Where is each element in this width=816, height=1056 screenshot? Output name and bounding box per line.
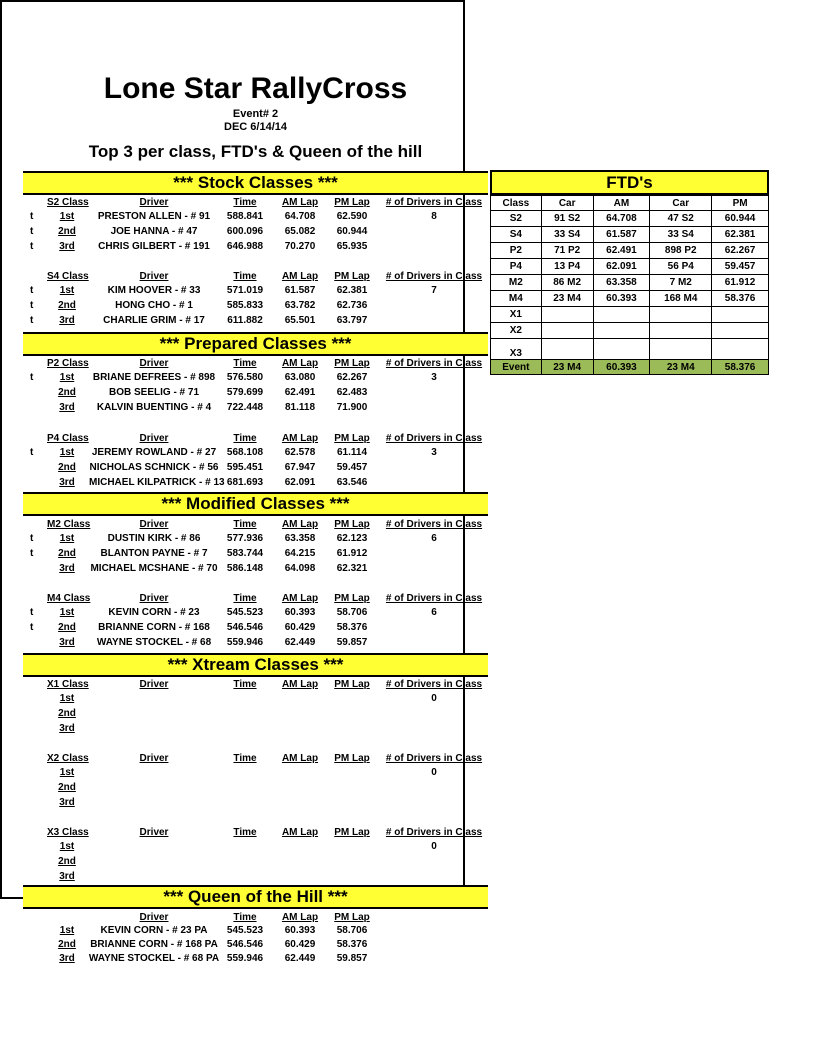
am-lap: 63.782 [284, 300, 316, 311]
ftd-cell [541, 339, 593, 360]
driver-count: 0 [431, 693, 437, 704]
ftd-cell: 71 P2 [541, 243, 593, 259]
page-title: Lone Star RallyCross [103, 72, 408, 105]
driver-count-header: # of Drivers in Class [385, 827, 483, 838]
total-time: 571.019 [226, 285, 264, 296]
class-name: X3 Class [47, 827, 89, 838]
tie-marker: t [30, 211, 34, 222]
place-label: 3rd [59, 563, 75, 574]
ftd-cell: 56 P4 [650, 259, 712, 275]
am-lap: 60.429 [284, 622, 316, 633]
total-time: 545.523 [226, 925, 264, 936]
place-label: 1st [59, 607, 75, 618]
driver-count: 6 [431, 607, 437, 618]
page-subtitle: Top 3 per class, FTD's & Queen of the hill [88, 142, 423, 161]
place-label: 2nd [58, 622, 76, 633]
ftd-class: P2 [491, 243, 542, 259]
section-band: *** Prepared Classes *** [23, 332, 488, 356]
place-label: 1st [59, 767, 75, 778]
ftd-class: S4 [491, 227, 542, 243]
driver-header: Driver [139, 827, 169, 838]
driver-count: 6 [431, 533, 437, 544]
ftd-column-header: AM [593, 196, 650, 211]
driver-name: JOE HANNA - # 47 [110, 226, 198, 237]
driver-count-header: # of Drivers in Class [385, 358, 483, 369]
driver-name: NICHOLAS SCHNICK - # 56 [89, 462, 219, 473]
driver-count-header: # of Drivers in Class [385, 271, 483, 282]
total-time: 611.882 [227, 315, 263, 326]
pm-lap-header: PM Lap [334, 827, 370, 838]
driver-header: Driver [139, 433, 169, 444]
driver-count: 0 [431, 767, 437, 778]
ftd-row [491, 243, 769, 259]
time-header: Time [233, 912, 257, 923]
am-lap: 64.215 [284, 548, 316, 559]
tie-marker: t [30, 548, 34, 559]
pm-lap-header: PM Lap [334, 753, 370, 764]
total-time: 546.546 [226, 622, 264, 633]
section-band: *** Stock Classes *** [23, 171, 488, 195]
am-lap: 70.270 [284, 241, 316, 252]
ftd-cell: 62.267 [712, 243, 769, 259]
pm-lap: 62.483 [336, 387, 368, 398]
pm-lap: 59.457 [336, 462, 368, 473]
am-lap-header: AM Lap [281, 827, 319, 838]
driver-name: WAYNE STOCKEL - # 68 [96, 637, 212, 648]
place-label: 1st [59, 925, 75, 936]
place-label: 1st [59, 211, 75, 222]
am-lap-header: AM Lap [281, 197, 319, 208]
driver-count-header: # of Drivers in Class [385, 197, 483, 208]
pm-lap-header: PM Lap [334, 912, 370, 923]
driver-name: PRESTON ALLEN - # 91 [97, 211, 211, 222]
total-time: 559.946 [226, 953, 264, 964]
ftd-column-header: Car [541, 196, 593, 211]
pm-lap: 62.321 [336, 563, 368, 574]
pm-lap: 62.736 [336, 300, 368, 311]
tie-marker: t [30, 226, 34, 237]
driver-name: CHRIS GILBERT - # 191 [98, 241, 210, 252]
class-name: X1 Class [47, 679, 89, 690]
am-lap: 63.358 [284, 533, 316, 544]
am-lap: 62.491 [284, 387, 316, 398]
tie-marker: t [30, 285, 34, 296]
tie-marker: t [30, 607, 34, 618]
ftd-cell: 62.091 [593, 259, 650, 275]
am-lap-header: AM Lap [281, 271, 319, 282]
event-date: DEC 6/14/14 [224, 121, 287, 133]
am-lap: 64.708 [284, 211, 316, 222]
ftd-cell: 13 P4 [541, 259, 593, 275]
driver-name: MICHAEL MCSHANE - # 70 [90, 563, 218, 574]
section-band: *** Xtream Classes *** [23, 653, 488, 677]
total-time: 577.936 [226, 533, 264, 544]
ftd-cell: 23 M4 [541, 291, 593, 307]
ftd-cell: 168 M4 [650, 291, 712, 307]
tie-marker: t [30, 447, 34, 458]
pm-lap: 58.376 [336, 939, 368, 950]
driver-count-header: # of Drivers in Class [385, 753, 483, 764]
driver-name: KIM HOOVER - # 33 [107, 285, 201, 296]
ftd-event-cell: 58.376 [712, 360, 769, 375]
ftd-cell: 58.376 [712, 291, 769, 307]
ftd-cell: 898 P2 [650, 243, 712, 259]
event-number: Event# 2 [232, 108, 279, 120]
driver-name: WAYNE STOCKEL - # 68 PA [88, 953, 220, 964]
place-label: 2nd [58, 548, 76, 559]
pm-lap: 59.857 [336, 953, 368, 964]
time-header: Time [233, 827, 257, 838]
class-name: P4 Class [47, 433, 89, 444]
pm-lap: 65.935 [336, 241, 368, 252]
pm-lap: 62.123 [336, 533, 368, 544]
time-header: Time [233, 753, 257, 764]
class-name: P2 Class [47, 358, 89, 369]
pm-lap-header: PM Lap [334, 519, 370, 530]
am-lap: 61.587 [284, 285, 316, 296]
total-time: 576.580 [226, 372, 264, 383]
driver-name: CHARLIE GRIM - # 17 [103, 315, 205, 326]
ftd-column-header: Car [650, 196, 712, 211]
driver-count: 8 [431, 211, 437, 222]
total-time: 585.833 [226, 300, 264, 311]
place-label: 3rd [59, 723, 75, 734]
driver-name: BOB SEELIG - # 71 [108, 387, 200, 398]
ftd-row [491, 291, 769, 307]
place-label: 2nd [58, 708, 76, 719]
class-name: M4 Class [47, 593, 91, 604]
ftd-cell: 60.393 [593, 291, 650, 307]
am-lap: 65.082 [284, 226, 316, 237]
place-label: 3rd [59, 402, 75, 413]
time-header: Time [233, 519, 257, 530]
driver-name: KALVIN BUENTING - # 4 [96, 402, 212, 413]
class-name: M2 Class [47, 519, 91, 530]
ftd-class: X2 [491, 323, 542, 339]
ftd-event-row [491, 360, 769, 375]
am-lap-header: AM Lap [281, 358, 319, 369]
ftd-cell: 33 S4 [541, 227, 593, 243]
ftd-cell: 33 S4 [650, 227, 712, 243]
ftd-cell: 7 M2 [650, 275, 712, 291]
driver-count-header: # of Drivers in Class [385, 433, 483, 444]
total-time: 545.523 [226, 607, 264, 618]
place-label: 2nd [58, 300, 76, 311]
place-label: 1st [59, 533, 75, 544]
am-lap: 67.947 [284, 462, 316, 473]
place-label: 3rd [59, 637, 75, 648]
time-header: Time [233, 433, 257, 444]
place-label: 3rd [59, 477, 75, 488]
ftd-cell: 91 S2 [541, 211, 593, 227]
tie-marker: t [30, 300, 34, 311]
tie-marker: t [30, 533, 34, 544]
pm-lap: 59.857 [336, 637, 368, 648]
pm-lap: 62.381 [336, 285, 368, 296]
am-lap-header: AM Lap [281, 679, 319, 690]
ftd-row [491, 339, 769, 360]
ftd-cell: 62.491 [593, 243, 650, 259]
ftd-column-header: Class [491, 196, 542, 211]
ftd-cell: 63.358 [593, 275, 650, 291]
total-time: 559.946 [226, 637, 264, 648]
ftd-row [491, 323, 769, 339]
driver-header: Driver [139, 519, 169, 530]
class-name: S4 Class [47, 271, 89, 282]
ftd-row [491, 227, 769, 243]
ftd-cell [541, 323, 593, 339]
am-lap: 81.118 [284, 402, 316, 413]
total-time: 586.148 [226, 563, 264, 574]
time-header: Time [233, 271, 257, 282]
ftd-class: X3 [491, 339, 542, 360]
tie-marker: t [30, 241, 34, 252]
place-label: 1st [59, 841, 75, 852]
driver-count-header: # of Drivers in Class [385, 519, 483, 530]
ftd-cell: 47 S2 [650, 211, 712, 227]
ftd-cell: 61.912 [712, 275, 769, 291]
pm-lap: 61.912 [336, 548, 368, 559]
ftd-cell [712, 339, 769, 360]
am-lap: 63.080 [284, 372, 316, 383]
am-lap: 64.098 [284, 563, 316, 574]
total-time: 646.988 [226, 241, 264, 252]
total-time: 546.546 [226, 939, 264, 950]
ftd-event-label: Event [491, 360, 542, 375]
section-band: *** Modified Classes *** [23, 492, 488, 516]
class-name: S2 Class [47, 197, 89, 208]
am-lap: 62.449 [284, 953, 316, 964]
tie-marker: t [30, 622, 34, 633]
tie-marker: t [30, 372, 34, 383]
pm-lap-header: PM Lap [334, 358, 370, 369]
ftd-cell [650, 323, 712, 339]
pm-lap: 63.797 [336, 315, 368, 326]
total-time: 600.096 [226, 226, 264, 237]
pm-lap-header: PM Lap [334, 593, 370, 604]
driver-count-header: # of Drivers in Class [385, 679, 483, 690]
driver-name: JEREMY ROWLAND - # 27 [91, 447, 217, 458]
driver-name: BLANTON PAYNE - # 7 [100, 548, 208, 559]
ftd-header-row [491, 196, 769, 211]
ftd-row [491, 307, 769, 323]
place-label: 3rd [59, 953, 75, 964]
driver-count: 0 [431, 841, 437, 852]
am-lap-header: AM Lap [281, 519, 319, 530]
driver-header: Driver [139, 197, 169, 208]
ftd-cell: 59.457 [712, 259, 769, 275]
pm-lap-header: PM Lap [334, 433, 370, 444]
ftd-table [490, 195, 769, 375]
place-label: 2nd [58, 856, 76, 867]
ftd-cell: 64.708 [593, 211, 650, 227]
driver-header: Driver [139, 912, 169, 923]
ftd-class: S2 [491, 211, 542, 227]
pm-lap-header: PM Lap [334, 197, 370, 208]
pm-lap: 63.546 [336, 477, 368, 488]
place-label: 2nd [58, 782, 76, 793]
ftd-cell: 86 M2 [541, 275, 593, 291]
pm-lap: 58.376 [336, 622, 368, 633]
am-lap-header: AM Lap [281, 912, 319, 923]
time-header: Time [233, 593, 257, 604]
total-time: 579.699 [226, 387, 264, 398]
driver-name: HONG CHO - # 1 [115, 300, 193, 311]
driver-header: Driver [139, 753, 169, 764]
place-label: 2nd [58, 462, 76, 473]
total-time: 722.448 [226, 402, 264, 413]
queen-band: *** Queen of the Hill *** [23, 885, 488, 909]
place-label: 1st [59, 693, 75, 704]
ftd-class: M2 [491, 275, 542, 291]
driver-header: Driver [139, 358, 169, 369]
total-time: 595.451 [226, 462, 264, 473]
place-label: 2nd [58, 226, 76, 237]
ftd-row [491, 211, 769, 227]
ftd-cell [593, 339, 650, 360]
am-lap: 62.578 [284, 447, 316, 458]
ftd-cell: 61.587 [593, 227, 650, 243]
ftd-class: X1 [491, 307, 542, 323]
total-time: 588.841 [226, 211, 264, 222]
place-label: 1st [59, 372, 75, 383]
pm-lap: 62.590 [336, 211, 368, 222]
driver-name: BRIANE DEFREES - # 898 [92, 372, 216, 383]
time-header: Time [233, 679, 257, 690]
time-header: Time [233, 358, 257, 369]
pm-lap: 61.114 [336, 447, 368, 458]
am-lap: 62.449 [284, 637, 316, 648]
total-time: 568.108 [226, 447, 264, 458]
ftd-row [491, 259, 769, 275]
driver-count-header: # of Drivers in Class [385, 593, 483, 604]
time-header: Time [233, 197, 257, 208]
pm-lap: 58.706 [336, 925, 368, 936]
am-lap: 65.501 [284, 315, 316, 326]
pm-lap-header: PM Lap [334, 271, 370, 282]
total-time: 681.693 [226, 477, 264, 488]
pm-lap: 58.706 [336, 607, 368, 618]
driver-header: Driver [139, 271, 169, 282]
place-label: 3rd [59, 315, 75, 326]
pm-lap: 62.267 [336, 372, 368, 383]
ftd-class: P4 [491, 259, 542, 275]
ftd-event-cell: 23 M4 [650, 360, 712, 375]
place-label: 1st [59, 285, 75, 296]
am-lap: 62.091 [284, 477, 316, 488]
pm-lap: 71.900 [336, 402, 368, 413]
place-label: 1st [59, 447, 75, 458]
driver-name: MICHAEL KILPATRICK - # 13 [89, 477, 225, 488]
am-lap: 60.393 [284, 607, 316, 618]
driver-name: KEVIN CORN - # 23 [108, 607, 200, 618]
ftd-cell [541, 307, 593, 323]
ftd-class: M4 [491, 291, 542, 307]
am-lap: 60.429 [284, 939, 316, 950]
place-label: 2nd [58, 387, 76, 398]
ftd-event-cell: 23 M4 [541, 360, 593, 375]
total-time: 583.744 [226, 548, 264, 559]
ftd-cell [650, 339, 712, 360]
am-lap-header: AM Lap [281, 753, 319, 764]
am-lap: 60.393 [284, 925, 316, 936]
ftd-column-header: PM [712, 196, 769, 211]
am-lap-header: AM Lap [281, 433, 319, 444]
place-label: 3rd [59, 871, 75, 882]
ftd-cell: 62.381 [712, 227, 769, 243]
ftd-event-cell: 60.393 [593, 360, 650, 375]
driver-name: DUSTIN KIRK - # 86 [107, 533, 201, 544]
ftd-cell [712, 307, 769, 323]
driver-count: 3 [431, 372, 437, 383]
ftd-title: FTD's [490, 170, 769, 195]
driver-count: 3 [431, 447, 437, 458]
driver-header: Driver [139, 593, 169, 604]
ftd-cell [593, 323, 650, 339]
place-label: 2nd [58, 939, 76, 950]
ftd-cell [712, 323, 769, 339]
pm-lap-header: PM Lap [334, 679, 370, 690]
ftd-cell [650, 307, 712, 323]
am-lap-header: AM Lap [281, 593, 319, 604]
ftd-cell: 60.944 [712, 211, 769, 227]
driver-name: KEVIN CORN - # 23 PA [100, 925, 208, 936]
ftd-row [491, 275, 769, 291]
driver-count: 7 [431, 285, 437, 296]
place-label: 3rd [59, 797, 75, 808]
ftd-cell [593, 307, 650, 323]
place-label: 3rd [59, 241, 75, 252]
driver-name: BRIANNE CORN - # 168 [98, 622, 210, 633]
driver-name: BRIANNE CORN - # 168 PA [90, 939, 218, 950]
class-name: X2 Class [47, 753, 89, 764]
pm-lap: 60.944 [336, 226, 368, 237]
tie-marker: t [30, 315, 34, 326]
driver-header: Driver [139, 679, 169, 690]
